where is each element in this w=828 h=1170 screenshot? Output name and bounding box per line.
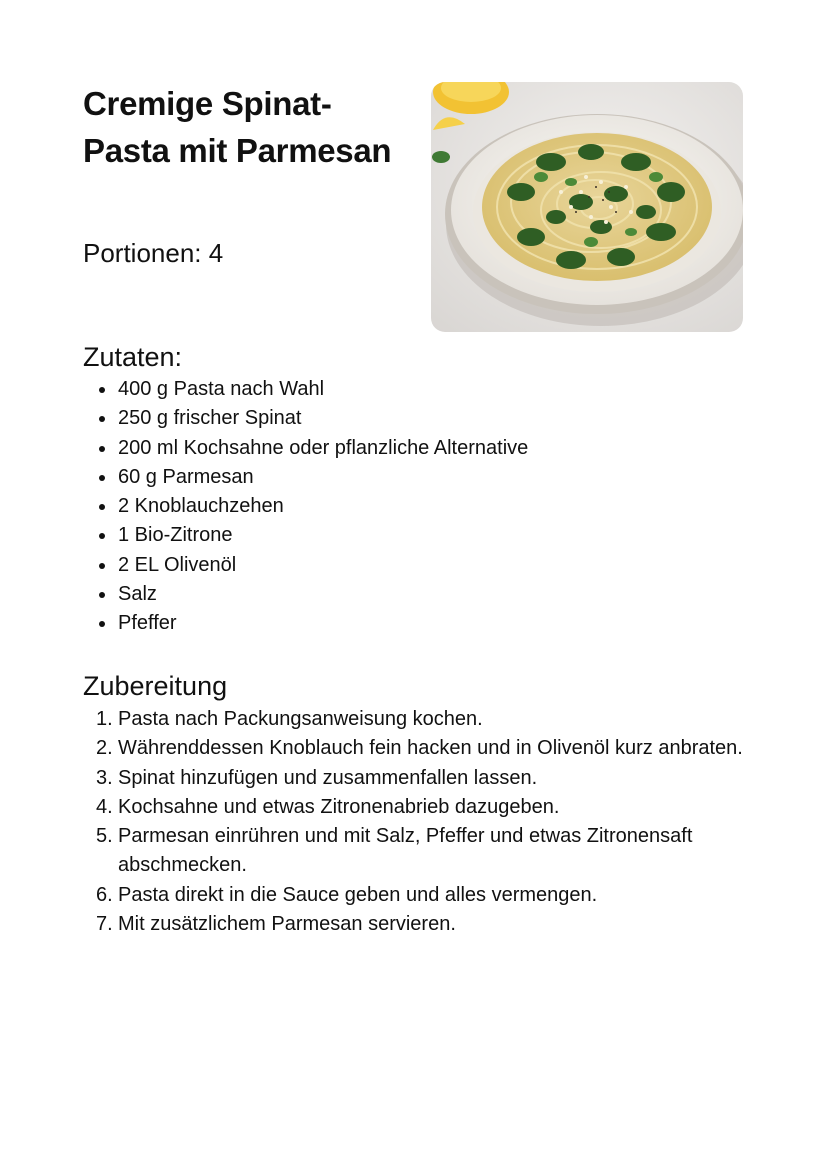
bullet-icon (99, 563, 105, 569)
recipe-title: Cremige Spinat-Pasta mit Parmesan (83, 85, 392, 169)
step-item: 7. Mit zusätzlichem Parmesan servieren. (118, 910, 758, 939)
preparation-steps (96, 705, 758, 939)
bullet-icon (99, 446, 105, 452)
preparation-heading: Zubereitung (83, 671, 228, 701)
step-number: 3. (96, 766, 113, 789)
ingredients-list (118, 375, 758, 639)
dish-photo (431, 82, 743, 332)
step-number: 6. (96, 883, 113, 906)
step-item: 6. Pasta direkt in die Sauce geben und alles vermengen. (118, 881, 758, 910)
step-item: 3. Spinat hinzufügen und zusammenfallen lassen. (118, 764, 758, 793)
bullet-icon (99, 504, 105, 510)
bullet-icon (99, 387, 105, 393)
step-item: 1. Pasta nach Packungsanweisung kochen. (118, 705, 758, 734)
ingredient-item: 2 EL Olivenöl (118, 551, 758, 580)
ingredient-item: 1 Bio-Zitrone (118, 521, 758, 550)
bullet-icon (99, 621, 105, 627)
ingredient-item: 2 Knoblauchzehen (118, 492, 758, 521)
step-number: 2. (96, 737, 113, 760)
step-item: 5. Parmesan einrühren und mit Salz, Pfeffer und etwas Zitronensaft abschmecken. (118, 822, 758, 881)
step-item: 4. Kochsahne und etwas Zitronenabrieb dazugeben. (118, 793, 758, 822)
step-number: 4. (96, 795, 113, 818)
step-number: 1. (96, 708, 113, 730)
ingredients-heading: Zutaten: (83, 342, 183, 372)
ingredient-item: 250 g frischer Spinat (118, 404, 758, 433)
ingredient-item: 200 ml Kochsahne oder pflanzliche Alternative (118, 434, 758, 463)
step-item: 2. Währenddessen Knoblauch fein hacken und in Olivenöl kurz anbraten. (118, 734, 758, 763)
servings-label: Portionen: 4 (83, 238, 224, 268)
step-number: 5. (96, 825, 113, 848)
bullet-icon (99, 416, 105, 422)
bullet-icon (99, 592, 105, 598)
bullet-icon (99, 533, 105, 539)
ingredient-item: 400 g Pasta nach Wahl (118, 375, 758, 404)
ingredient-item: Salz (118, 580, 758, 609)
ingredient-item: Pfeffer (118, 609, 758, 638)
ingredient-item: 60 g Parmesan (118, 463, 758, 492)
bullet-icon (99, 475, 105, 481)
step-number: 7. (96, 913, 113, 936)
